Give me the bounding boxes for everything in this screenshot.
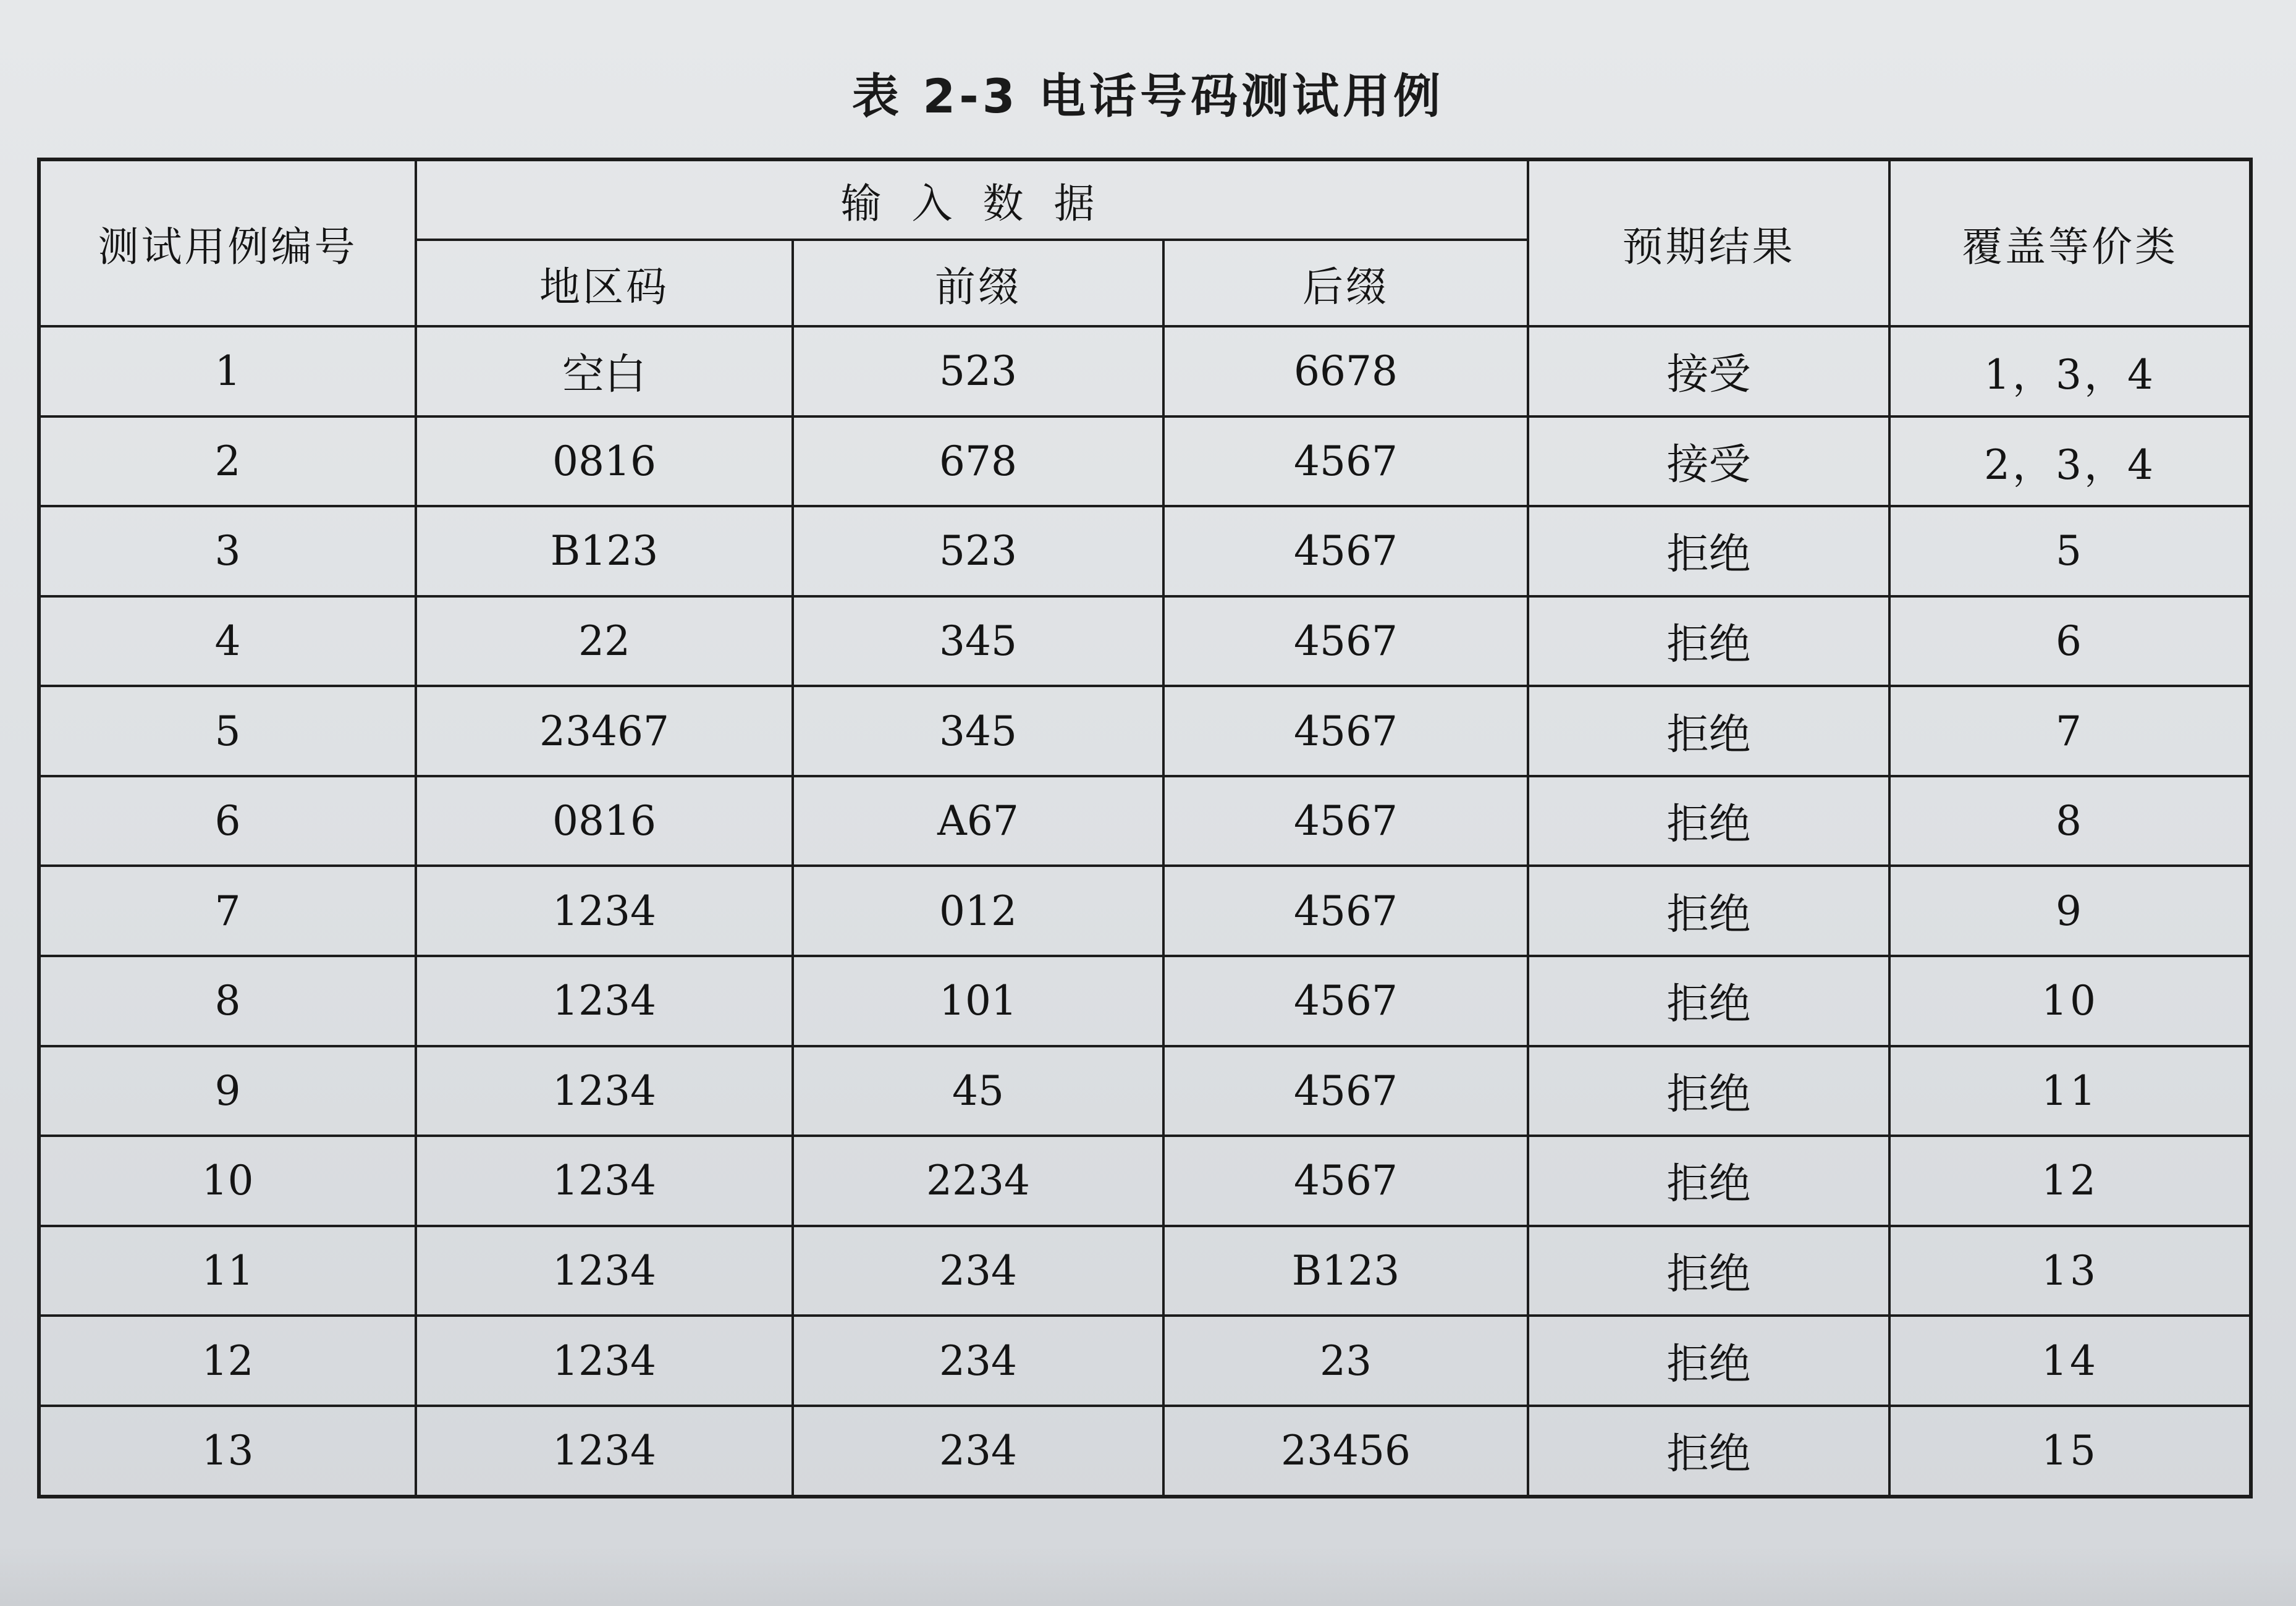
area-code-cell: 1234 — [416, 956, 793, 1046]
expected-result-cell: 接受 — [1528, 416, 1889, 507]
coverage-cell: 7 — [1889, 686, 2251, 776]
table-row — [39, 596, 2251, 687]
case-id-cell: 7 — [39, 866, 416, 956]
prefix-cell: 234 — [793, 1226, 1163, 1316]
suffix-cell: B123 — [1163, 1226, 1528, 1316]
coverage-cell: 14 — [1889, 1316, 2251, 1406]
prefix-cell: 345 — [793, 596, 1163, 687]
area-code-cell: 1234 — [416, 1136, 793, 1226]
prefix-cell: 101 — [793, 956, 1163, 1046]
expected-result-cell: 拒绝 — [1528, 686, 1889, 776]
expected-result-cell: 拒绝 — [1528, 1136, 1889, 1226]
area-code-cell: 23467 — [416, 686, 793, 776]
coverage-cell: 5 — [1889, 506, 2251, 596]
case-id-cell: 9 — [39, 1046, 416, 1136]
prefix-cell: 678 — [793, 416, 1163, 507]
suffix-cell: 4567 — [1163, 416, 1528, 507]
prefix-cell: 45 — [793, 1046, 1163, 1136]
area-code-cell: 1234 — [416, 1316, 793, 1406]
case-id-cell: 8 — [39, 956, 416, 1046]
suffix-cell: 23456 — [1163, 1406, 1528, 1497]
table-caption: 表 2-3 电话号码测试用例 — [851, 69, 1445, 124]
prefix-cell: 345 — [793, 686, 1163, 776]
table-row — [39, 1136, 2251, 1226]
expected-result-cell: 拒绝 — [1528, 506, 1889, 596]
coverage-cell: 2，3，4 — [1889, 416, 2251, 507]
table-body — [39, 326, 2251, 1497]
expected-result-cell: 拒绝 — [1528, 1406, 1889, 1497]
case-id-cell: 13 — [39, 1406, 416, 1497]
case-id-cell: 1 — [39, 326, 416, 416]
coverage-cell: 6 — [1889, 596, 2251, 687]
expected-result-cell: 拒绝 — [1528, 776, 1889, 866]
header-prefix: 前缀 — [793, 240, 1163, 326]
area-code-cell: 1234 — [416, 866, 793, 956]
expected-result-cell: 拒绝 — [1528, 1316, 1889, 1406]
table-row — [39, 956, 2251, 1046]
suffix-cell: 4567 — [1163, 866, 1528, 956]
header-suffix: 后缀 — [1163, 240, 1528, 326]
expected-result-cell: 接受 — [1528, 326, 1889, 416]
area-code-cell: B123 — [416, 506, 793, 596]
suffix-cell: 6678 — [1163, 326, 1528, 416]
suffix-cell: 4567 — [1163, 1136, 1528, 1226]
prefix-cell: 523 — [793, 326, 1163, 416]
suffix-cell: 4567 — [1163, 686, 1528, 776]
prefix-cell: 523 — [793, 506, 1163, 596]
case-id-cell: 11 — [39, 1226, 416, 1316]
coverage-cell: 8 — [1889, 776, 2251, 866]
page-bottom-edge — [0, 1545, 2296, 1606]
header-row-top — [39, 159, 2251, 240]
header-area-code: 地区码 — [416, 240, 793, 326]
expected-result-cell: 拒绝 — [1528, 956, 1889, 1046]
case-id-cell: 4 — [39, 596, 416, 687]
suffix-cell: 4567 — [1163, 776, 1528, 866]
coverage-cell: 12 — [1889, 1136, 2251, 1226]
expected-result-cell: 拒绝 — [1528, 1226, 1889, 1316]
table-row — [39, 1316, 2251, 1406]
suffix-cell: 23 — [1163, 1316, 1528, 1406]
table-row — [39, 776, 2251, 866]
prefix-cell: A67 — [793, 776, 1163, 866]
suffix-cell: 4567 — [1163, 596, 1528, 687]
table-row — [39, 686, 2251, 776]
header-covered-classes: 覆盖等价类 — [1889, 159, 2251, 326]
header-input-data: 输 入 数 据 — [416, 159, 1528, 240]
prefix-cell: 2234 — [793, 1136, 1163, 1226]
prefix-cell: 234 — [793, 1406, 1163, 1497]
table-row — [39, 326, 2251, 416]
table-row — [39, 1226, 2251, 1316]
area-code-cell: 1234 — [416, 1226, 793, 1316]
suffix-cell: 4567 — [1163, 506, 1528, 596]
case-id-cell: 3 — [39, 506, 416, 596]
area-code-cell: 1234 — [416, 1046, 793, 1136]
table-row — [39, 416, 2251, 507]
case-id-cell: 6 — [39, 776, 416, 866]
expected-result-cell: 拒绝 — [1528, 1046, 1889, 1136]
area-code-cell: 1234 — [416, 1406, 793, 1497]
case-id-cell: 2 — [39, 416, 416, 507]
coverage-cell: 11 — [1889, 1046, 2251, 1136]
area-code-cell: 0816 — [416, 416, 793, 507]
coverage-cell: 9 — [1889, 866, 2251, 956]
area-code-cell: 0816 — [416, 776, 793, 866]
coverage-cell: 10 — [1889, 956, 2251, 1046]
header-case-id: 测试用例编号 — [39, 159, 416, 326]
header-expected-result: 预期结果 — [1528, 159, 1889, 326]
area-code-cell: 空白 — [416, 326, 793, 416]
case-id-cell: 12 — [39, 1316, 416, 1406]
suffix-cell: 4567 — [1163, 956, 1528, 1046]
case-id-cell: 10 — [39, 1136, 416, 1226]
table-row — [39, 506, 2251, 596]
coverage-cell: 13 — [1889, 1226, 2251, 1316]
expected-result-cell: 拒绝 — [1528, 596, 1889, 687]
coverage-cell: 15 — [1889, 1406, 2251, 1497]
test-case-table — [37, 158, 2253, 1498]
table-row — [39, 866, 2251, 956]
prefix-cell: 234 — [793, 1316, 1163, 1406]
suffix-cell: 4567 — [1163, 1046, 1528, 1136]
prefix-cell: 012 — [793, 866, 1163, 956]
table-row — [39, 1046, 2251, 1136]
area-code-cell: 22 — [416, 596, 793, 687]
case-id-cell: 5 — [39, 686, 416, 776]
coverage-cell: 1，3，4 — [1889, 326, 2251, 416]
expected-result-cell: 拒绝 — [1528, 866, 1889, 956]
table-row — [39, 1406, 2251, 1497]
